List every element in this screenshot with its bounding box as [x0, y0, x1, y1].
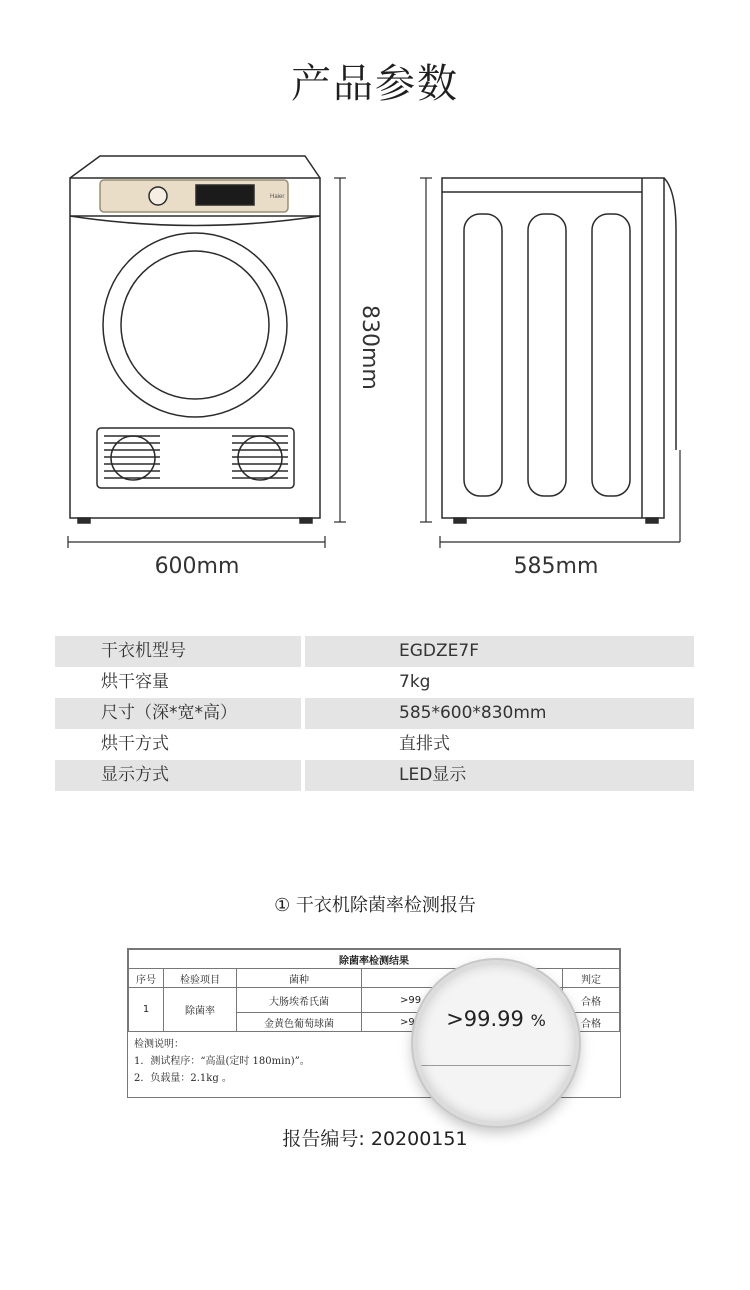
spec-value: 585*600*830mm — [305, 698, 694, 729]
spec-row-model — [55, 636, 694, 667]
spec-row-drying-method — [55, 729, 694, 760]
spec-label: 显示方式 — [55, 760, 301, 791]
spec-table — [55, 636, 694, 791]
header-result: 判定 — [563, 969, 620, 988]
magnifier-lens — [413, 960, 579, 1126]
magnified-value — [418, 1007, 574, 1031]
dryer-front-view — [70, 156, 320, 523]
spec-row-display — [55, 760, 694, 791]
spec-row-size — [55, 698, 694, 729]
value-2: >9 — [362, 1013, 563, 1032]
depth-dimension-line — [440, 450, 680, 548]
result-2: 合格 — [563, 1013, 620, 1032]
bacteria-1: 大肠埃希氏菌 — [237, 988, 362, 1013]
side-height-line — [420, 178, 432, 522]
spec-value: EGDZE7F — [305, 636, 694, 667]
spec-label: 干衣机型号 — [55, 636, 301, 667]
report-table-title: 除菌率检测结果 — [129, 950, 620, 969]
width-dimension-line — [68, 536, 325, 548]
notes-title: 检测说明： — [134, 1039, 184, 1050]
magnified-number: >99.99 — [446, 1007, 524, 1031]
spec-value: LED显示 — [305, 760, 694, 791]
row-item: 除菌率 — [164, 988, 237, 1032]
width-label: 600mm — [154, 554, 240, 579]
report-caption: ① 干衣机除菌率检测报告 — [274, 895, 476, 916]
result-1: 合格 — [563, 988, 620, 1013]
spec-label: 烘干容量 — [101, 672, 169, 692]
dryer-side-view — [442, 178, 676, 523]
spec-row-capacity — [55, 667, 694, 698]
depth-label: 585mm — [513, 554, 599, 579]
spec-value: 7kg — [399, 672, 431, 692]
brand-logo: Haier — [270, 194, 285, 200]
page-title: 产品参数 — [291, 61, 459, 107]
height-dimension-line — [334, 178, 346, 522]
magnified-unit: % — [530, 1011, 546, 1030]
header-no: 序号 — [129, 969, 164, 988]
vent-grille — [104, 436, 288, 478]
bacteria-2: 金黄色葡萄球菌 — [237, 1013, 362, 1032]
note-2: 2．负载量：2.1kg 。 — [134, 1073, 232, 1084]
note-1: 1．测试程序：“高温(定时 180min)”。 — [134, 1056, 310, 1067]
spec-label: 烘干方式 — [101, 734, 169, 754]
row-no: 1 — [129, 988, 164, 1032]
height-label: 830mm — [357, 305, 382, 390]
spec-label: 尺寸（深*宽*高） — [55, 698, 301, 729]
spec-value: 直排式 — [399, 734, 450, 754]
header-bacteria: 菌种 — [237, 969, 362, 988]
value-1: >99 — [362, 988, 563, 1013]
header-item: 检验项目 — [164, 969, 237, 988]
report-number: 报告编号: 20200151 — [282, 1128, 468, 1150]
